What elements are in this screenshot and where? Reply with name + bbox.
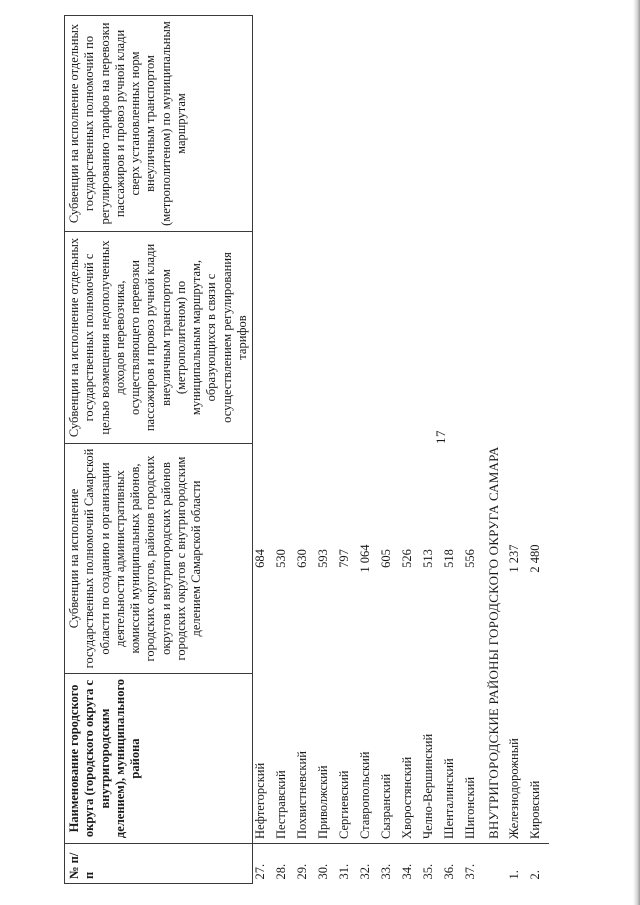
row-name: Приволжский — [316, 765, 330, 839]
row-value-commissions: 518 — [442, 549, 456, 568]
row-number: 28. — [274, 844, 295, 884]
header-subsidy-commissions: Субвенции на исполнение государственных полномочий Самарской области по созданию и организации деятельности административных комиссий муниципальных районов, городских округов, районов городских округов и внутригородских районов городских округов с внутригородским делением Самарской области — [65, 444, 253, 674]
row-value-commissions: 1 064 — [358, 544, 372, 573]
table-row — [379, 16, 400, 884]
row-number: 30. — [316, 844, 337, 884]
row-number: 29. — [295, 844, 316, 884]
table-row — [463, 16, 484, 884]
row-name: Шигонский — [463, 776, 477, 839]
table-row — [442, 16, 463, 884]
table-row — [316, 16, 337, 884]
subsidies-table — [64, 15, 549, 884]
header-number: № п/п — [65, 844, 253, 884]
row-number: 33. — [379, 844, 400, 884]
row-value-commissions: 630 — [295, 549, 309, 568]
row-number: 35. — [421, 844, 442, 884]
row-number: 1. — [507, 844, 528, 884]
header-subsidy-tariffs: Субвенции на исполнение отдельных государственных полномочий по регулированию тарифов на перевозки пассажиров и провоз ручной клади сверх установленных норм внеуличным транспортом (метрополитеном) по муниципальным маршрутам — [65, 16, 253, 232]
table-row — [400, 16, 421, 884]
row-value-commissions: 556 — [463, 549, 477, 568]
row-name: Кировский — [528, 780, 542, 839]
table-row — [274, 16, 295, 884]
row-name: Пестравский — [274, 770, 288, 839]
row-number: 31. — [337, 844, 358, 884]
row-value-commissions: 1 237 — [507, 544, 521, 573]
row-name: Железнодорожный — [507, 738, 521, 839]
row-value-commissions: 526 — [400, 549, 414, 568]
table-row — [528, 16, 549, 884]
row-name: Сызранский — [379, 773, 393, 839]
row-value-commissions: 684 — [253, 549, 267, 568]
table-row — [253, 16, 275, 884]
table-row — [337, 16, 358, 884]
row-name: Похвистневский — [295, 751, 309, 839]
row-value-commissions: 797 — [337, 549, 351, 568]
row-value-commissions: 530 — [274, 549, 288, 568]
row-number: 32. — [358, 844, 379, 884]
header-subsidy-shortfall: Субвенции на исполнение отдельных государственных полномочий с целью возмещения недополученных доходов перевозчика, осуществляющего перевозки пассажиров и провоз ручной клади внеуличным транспортом (метрополитеном) по муниципальным маршрутам, образующихся в связи с осуществлением регулирования тарифов — [65, 232, 253, 444]
row-number: 36. — [442, 844, 463, 884]
table-body — [253, 16, 550, 884]
row-number: 27. — [253, 844, 275, 884]
row-number: 37. — [463, 844, 484, 884]
header-name: Наименование городского округа (городского округа с внутригородским делением), муниципального района — [65, 674, 253, 844]
rotated-page — [64, 16, 640, 884]
row-value-commissions: 513 — [421, 549, 435, 568]
row-name: Сергиевский — [337, 770, 351, 839]
row-name: Хворостянский — [400, 756, 414, 839]
row-value-commissions: 593 — [316, 549, 330, 568]
row-name: Шенталинский — [442, 758, 456, 839]
row-name: Ставропольский — [358, 751, 372, 839]
row-value-commissions: 2 480 — [528, 544, 542, 573]
row-name: Челно-Вершинский — [421, 733, 435, 839]
table-row — [358, 16, 379, 884]
table-row — [421, 16, 442, 884]
row-number: 2. — [528, 844, 549, 884]
table-row — [295, 16, 316, 884]
page-number: 17 — [433, 430, 448, 444]
section-title: ВНУТРИГОРОДСКИЕ РАЙОНЫ ГОРОДСКОГО ОКРУГА САМАРА — [486, 446, 501, 839]
section-header-row — [484, 16, 507, 884]
row-number: 34. — [400, 844, 421, 884]
table-row — [507, 16, 528, 884]
table-header-row — [65, 16, 253, 884]
row-name: Нефтегорский — [253, 762, 267, 839]
row-value-commissions: 605 — [379, 549, 393, 568]
